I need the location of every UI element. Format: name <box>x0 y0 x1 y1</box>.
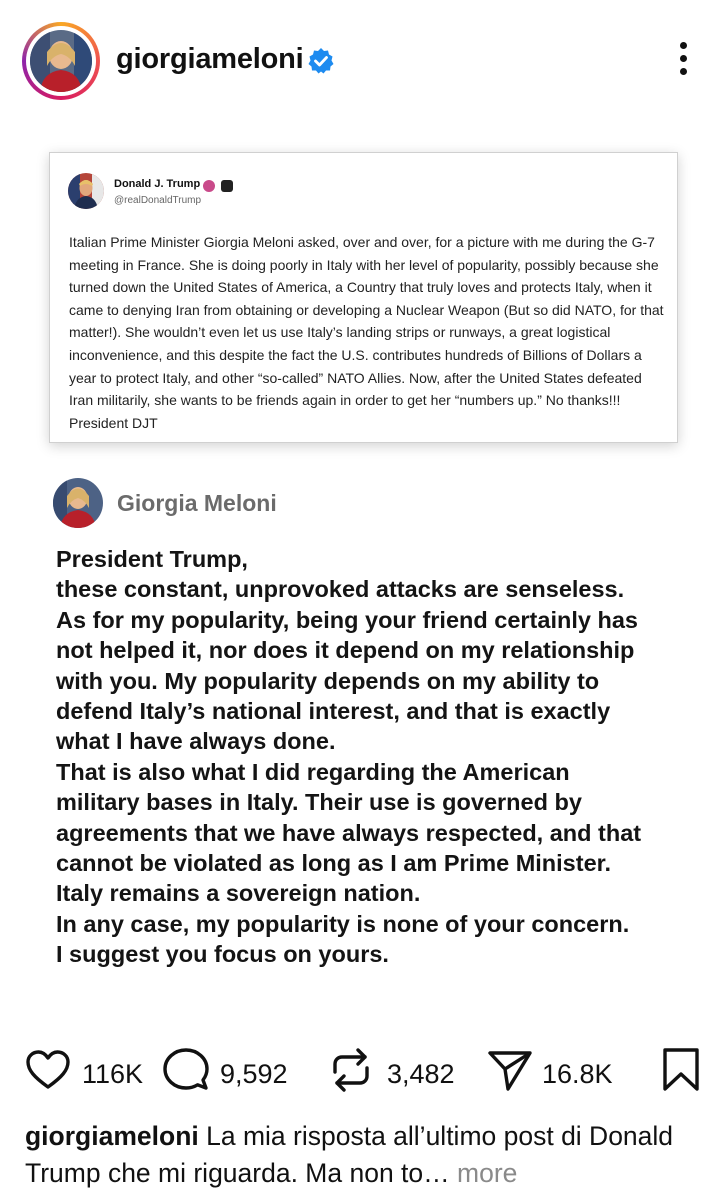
response-line: President Trump, <box>56 546 248 572</box>
response-author-name: Giorgia Meloni <box>117 490 277 516</box>
response-line: defend Italy’s national interest, and that is exactly <box>56 698 611 725</box>
response-line: not helped it, nor does it depend on my relationship <box>56 637 635 664</box>
tweet-handle: @realDonaldTrump <box>114 195 202 206</box>
caption-username[interactable]: giorgiameloni <box>25 1121 199 1151</box>
heart-icon <box>24 1046 72 1094</box>
response-line: agreements that we have always respected, and that <box>56 819 642 846</box>
share-button[interactable] <box>486 1046 626 1094</box>
caption-text: La mia risposta all’ultimo post di Donald Trump che mi riguarda. Ma non to… <box>25 1121 674 1188</box>
repost-icon <box>327 1046 375 1094</box>
like-button[interactable] <box>24 1046 144 1094</box>
share-icon <box>486 1046 534 1094</box>
tweet-author-name: Donald J. Trump <box>114 178 201 190</box>
repost-count: 3,482 <box>387 1059 455 1089</box>
comment-button[interactable] <box>162 1046 302 1094</box>
profile-avatar[interactable] <box>22 22 100 100</box>
post-header <box>0 0 728 120</box>
verified-badge-icon <box>203 180 215 192</box>
response-text <box>56 544 716 970</box>
comment-icon <box>162 1046 210 1094</box>
action-bar <box>0 1040 728 1100</box>
comment-count: 9,592 <box>220 1059 288 1089</box>
affiliation-badge-icon <box>221 180 233 192</box>
response-line: with you. My popularity depends on my ability to <box>56 667 600 694</box>
more-options-icon[interactable] <box>672 42 694 82</box>
response-line: That is also what I did regarding the American <box>56 758 570 785</box>
response-line: In any case, my popularity is none of your concern. <box>56 910 630 937</box>
like-count: 116K <box>82 1059 144 1089</box>
tweet-badges <box>203 177 235 195</box>
response-line: military bases in Italy. Their use is governed by <box>56 789 582 816</box>
response-line: I suggest you focus on yours. <box>56 941 389 968</box>
response-line: cannot be violated as long as I am Prime Minister. <box>56 850 612 877</box>
response-avatar <box>53 478 103 528</box>
response-line: As for my popularity, being your friend certainly has <box>56 606 638 633</box>
tweet-avatar <box>68 173 104 209</box>
bookmark-icon <box>660 1046 702 1094</box>
verified-badge-icon <box>307 47 335 75</box>
caption-more-link[interactable]: more <box>449 1158 518 1188</box>
share-count: 16.8K <box>542 1059 613 1089</box>
post-caption <box>25 1118 715 1192</box>
post-username[interactable]: giorgiameloni <box>116 43 304 75</box>
response-line: these constant, unprovoked attacks are senseless. <box>56 576 625 603</box>
bookmark-button[interactable] <box>660 1046 702 1094</box>
response-line: Italy remains a sovereign nation. <box>56 880 421 907</box>
embedded-tweet <box>49 152 678 443</box>
response-line: what I have always done. <box>56 728 336 755</box>
tweet-text: Italian Prime Minister Giorgia Meloni asked, over and over, for a picture with me during the G-7 meeting in France. She is doing poorly in Italy with her level of popularity, possibly because she turned down the United States of America, a Country that truly loves and protects Italy, when it came to denying Iran from obtaining or developing a Nuclear Weapon (But so did NATO, for that matter!). She wouldn’t even let us use Italy’s landing strips or runways, a great logistical inconvenience, and this despite the fact the U.S. contributes hundreds of Billions of Dollars a year to protect Italy, and other “so-called” NATO Allies. Now, after the United States defeated Iran militarily, she wants to be friends again in order to get her “numbers up.” No thanks!!! President DJT <box>69 234 664 431</box>
repost-button[interactable] <box>327 1046 467 1094</box>
